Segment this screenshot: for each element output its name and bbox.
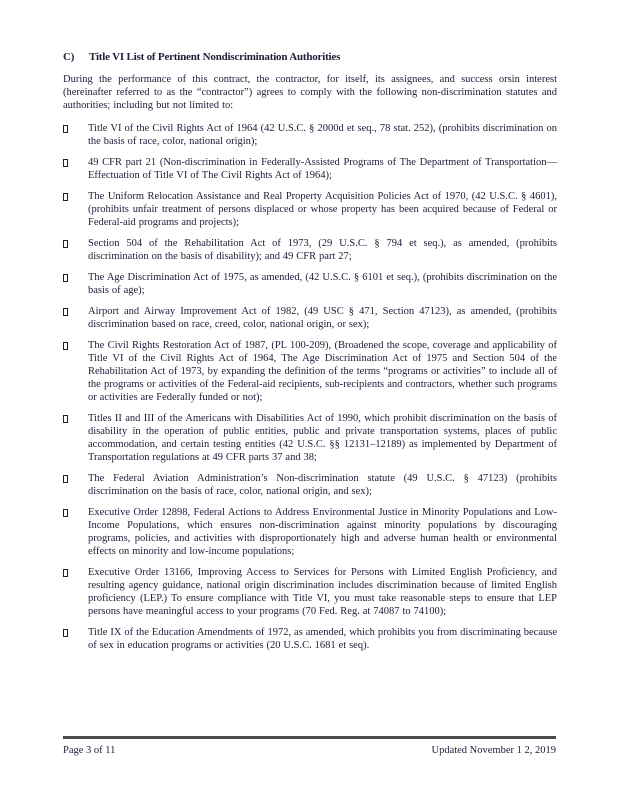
footer-rule xyxy=(63,736,556,739)
list-item-text: The Civil Rights Restoration Act of 1987, (PL 100-209), (Broadened the scope, coverage and applicability of Title VI of the Civil Rights Act of 1964, The Age Discrimination Act of 1975 and Section 504 of the Rehabilitation Act of 1973, by expanding the definition of the terms “programs or activities” to include all of the programs or activities of the Federal-aid recipients, sub-recipients and contractors, whether such programs or activities are Federally funded or not); xyxy=(88,340,557,403)
list-item-text: Executive Order 13166, Improving Access to Services for Persons with Limited English Proficiency, and resulting agency guidance, national origin discrimination includes discrimination because of limited English proficiency (LEP.) To ensure compliance with Title VI, you must take reasonable steps to ensure that LEP persons have meaningful access to your programs (70 Fed. Reg. at 74087 to 74100); xyxy=(88,567,557,617)
page-footer xyxy=(63,736,556,756)
bullet-missing-glyph-icon xyxy=(63,190,88,229)
list-item xyxy=(63,190,557,229)
section-heading xyxy=(63,50,557,64)
list-item-text: Title IX of the Education Amendments of 1972, as amended, which prohibits you from discriminating because of sex in education programs or activities (20 U.S.C. 1681 et seq). xyxy=(88,627,557,651)
intro-paragraph: During the performance of this contract, the contractor, for itself, its assignees, and success orsin interest (hereinafter referred to as the “contractor”) agrees to comply with the following non-discrimination statutes and authorities; including but not limited to: xyxy=(63,74,557,111)
bullet-missing-glyph-icon xyxy=(63,271,88,297)
list-item-text: The Federal Aviation Administration’s Non-discrimination statute (49 U.S.C. § 47123) (prohibits discrimination on the basis of race, color, national origin, and sex); xyxy=(88,473,557,497)
list-item-text: The Age Discrimination Act of 1975, as amended, (42 U.S.C. § 6101 et seq.), (prohibits discrimination on the basis of age); xyxy=(88,272,557,296)
bullet-missing-glyph-icon xyxy=(63,412,88,464)
list-item xyxy=(63,412,557,464)
list-item xyxy=(63,626,557,652)
list-item xyxy=(63,305,557,331)
list-item xyxy=(63,339,557,404)
updated-date: Updated November 1 2, 2019 xyxy=(431,745,556,756)
list-item xyxy=(63,566,557,618)
list-item xyxy=(63,506,557,558)
bullet-missing-glyph-icon xyxy=(63,626,88,652)
bullet-missing-glyph-icon xyxy=(63,237,88,263)
list-item-text: The Uniform Relocation Assistance and Real Property Acquisition Policies Act of 1970, (42 U.S.C. § 4601), (prohibits unfair treatment of persons displaced or whose property has been acquired because of Federal or Federal-aid programs and projects); xyxy=(88,191,557,228)
section-heading-label: C) xyxy=(63,51,75,63)
bullet-missing-glyph-icon xyxy=(63,472,88,498)
bullet-missing-glyph-icon xyxy=(63,566,88,618)
bullet-missing-glyph-icon xyxy=(63,506,88,558)
list-item xyxy=(63,156,557,182)
list-item-text: Titles II and III of the Americans with Disabilities Act of 1990, which prohibit discrimination on the basis of disability in the operation of public entities, public and private transportation systems, places of public accommodation, and certain testing entities (42 U.S.C. §§ 12131–12189) as implemented by Department of Transportation regulations at 49 CFR parts 37 and 38; xyxy=(88,413,557,463)
section-heading-title: Title VI List of Pertinent Nondiscrimination Authorities xyxy=(89,51,341,63)
list-item-text: Airport and Airway Improvement Act of 1982, (49 USC § 471, Section 47123), as amended, (prohibits discrimination based on race, creed, color, national origin, or sex); xyxy=(88,306,557,330)
page-number: Page 3 of 11 xyxy=(63,745,116,756)
bullet-missing-glyph-icon xyxy=(63,305,88,331)
list-item-text: Executive Order 12898, Federal Actions to Address Environmental Justice in Minority Populations and Low-Income Populations, which ensures non-discrimination against minority populations by discouraging programs, policies, and activities with disproportionately high and adverse human health or environmental effects on minority and low-income populations; xyxy=(88,507,557,557)
list-item-text: Title VI of the Civil Rights Act of 1964 (42 U.S.C. § 2000d et seq., 78 stat. 252), (prohibits discrimination on the basis of race, color, national origin); xyxy=(88,123,557,147)
list-item xyxy=(63,472,557,498)
bullet-missing-glyph-icon xyxy=(63,122,88,148)
document-content xyxy=(63,50,557,660)
list-item xyxy=(63,271,557,297)
bullet-missing-glyph-icon xyxy=(63,156,88,182)
list-item xyxy=(63,122,557,148)
bullet-missing-glyph-icon xyxy=(63,339,88,404)
list-item-text: Section 504 of the Rehabilitation Act of 1973, (29 U.S.C. § 794 et seq.), as amended, (prohibits discrimination on the basis of disability); and 49 CFR part 27; xyxy=(88,238,557,262)
list-item xyxy=(63,237,557,263)
list-item-text: 49 CFR part 21 (Non-discrimination in Federally-Assisted Programs of The Department of Transportation—Effectuation of Title VI of The Civil Rights Act of 1964); xyxy=(88,157,557,181)
authorities-list xyxy=(63,122,557,652)
